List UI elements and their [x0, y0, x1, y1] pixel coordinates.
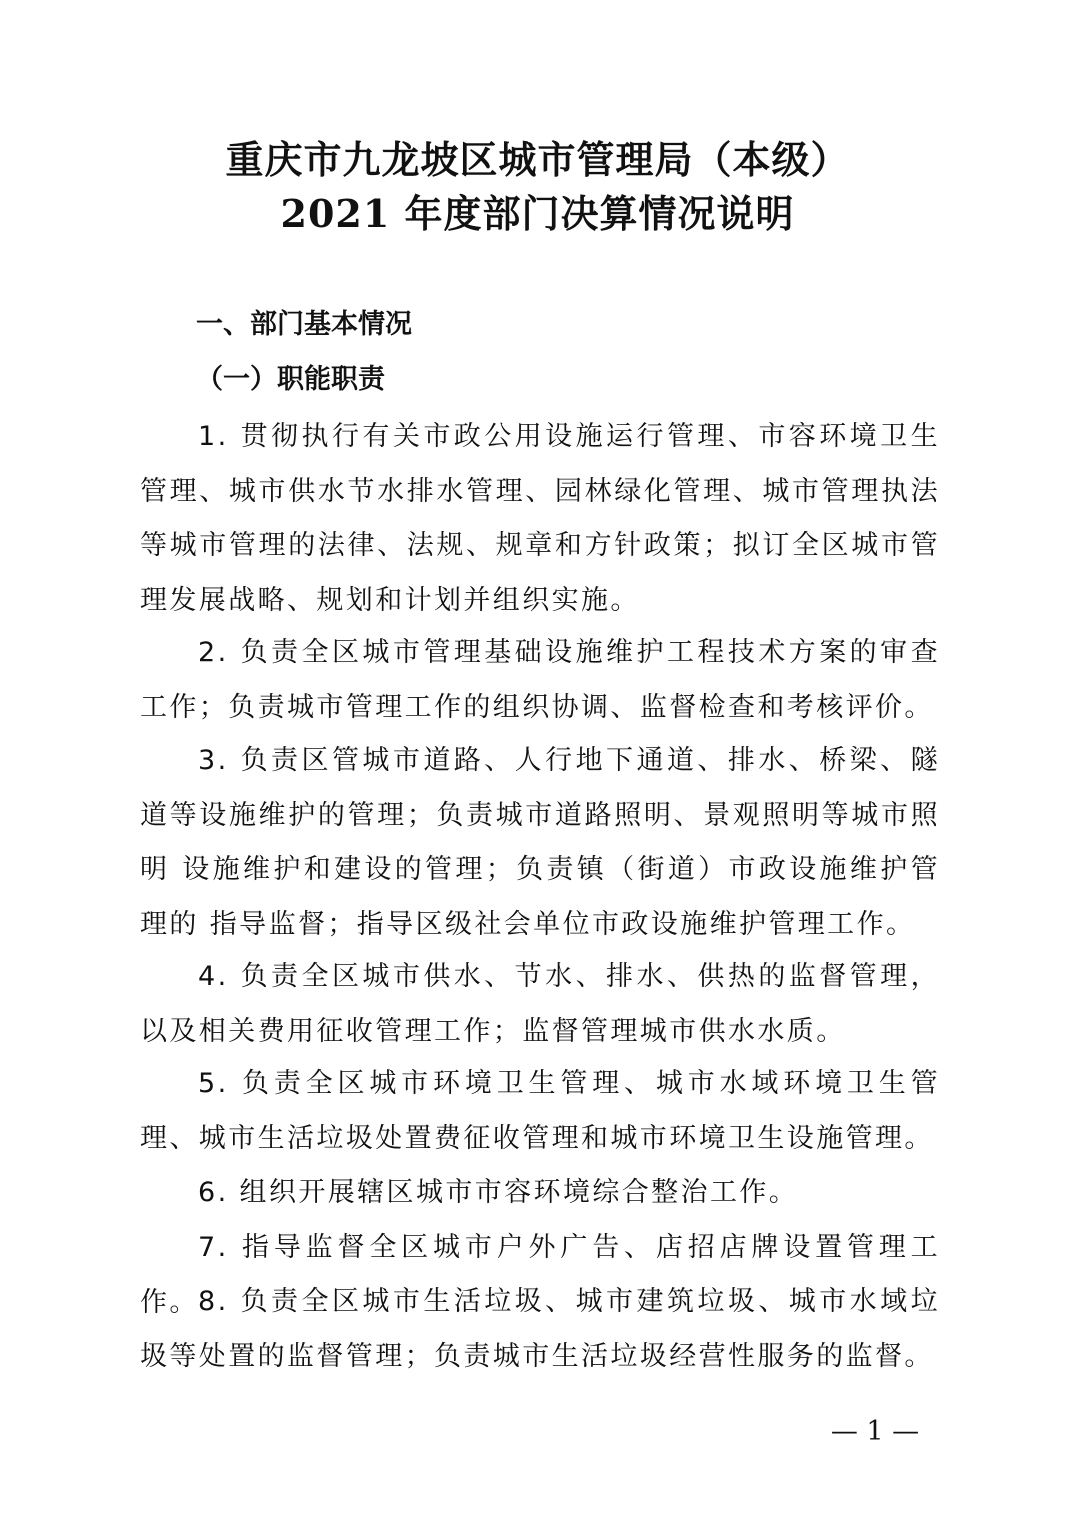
- document-title-line-2: 2021 年度部门决算情况说明: [280, 191, 795, 236]
- paragraph-duty-7: 7. 指导监督全区城市户外广告、店招店牌设置管理工作。: [140, 1232, 940, 1318]
- paragraph-duty-8: 8. 负责全区城市生活垃圾、城市建筑垃圾、城市水域垃圾等处置的监督管理；负责城市生活垃圾经营性服务的监督。: [140, 1286, 940, 1372]
- document-title-line-1: 重庆市九龙坡区城市管理局（本级）: [225, 137, 850, 182]
- page-number: — 1 —: [830, 1416, 920, 1447]
- paragraph-duty-6: 6. 组织开展辖区城市市容环境综合整治工作。: [198, 1177, 799, 1208]
- paragraph-duty-4: 4. 负责全区城市供水、节水、排水、供热的监督管理，以及相关费用征收管理工作；监督管理城市供水水质。: [140, 961, 940, 1047]
- paragraph-duty-1: 1. 贯彻执行有关市政公用设施运行管理、市容环境卫生管理、城市供水节水排水管理、园林绿化管理、城市管理执法等城市管理的法律、法规、规章和方针政策；拟订全区城市管理发展战略、规划和计划并组织实施。: [140, 421, 940, 616]
- section-heading: 一、部门基本情况: [196, 309, 412, 340]
- paragraph-duty-5: 5. 负责全区城市环境卫生管理、城市水域环境卫生管理、城市生活垃圾处置费征收管理和城市环境卫生设施管理。: [140, 1068, 940, 1154]
- subsection-heading: （一）职能职责: [196, 364, 385, 395]
- paragraph-duty-2: 2. 负责全区城市管理基础设施维护工程技术方案的审查工作；负责城市管理工作的组织协调、监督检查和考核评价。: [140, 637, 940, 723]
- paragraph-duty-3: 3. 负责区管城市道路、人行地下通道、排水、桥梁、隧道等设施维护的管理；负责城市道路照明、景观照明等城市照明 设施维护和建设的管理；负责镇（街道）市政设施维护管理的 指导监督；指导区级社会单位市政设施维护管理工作。: [140, 745, 940, 940]
